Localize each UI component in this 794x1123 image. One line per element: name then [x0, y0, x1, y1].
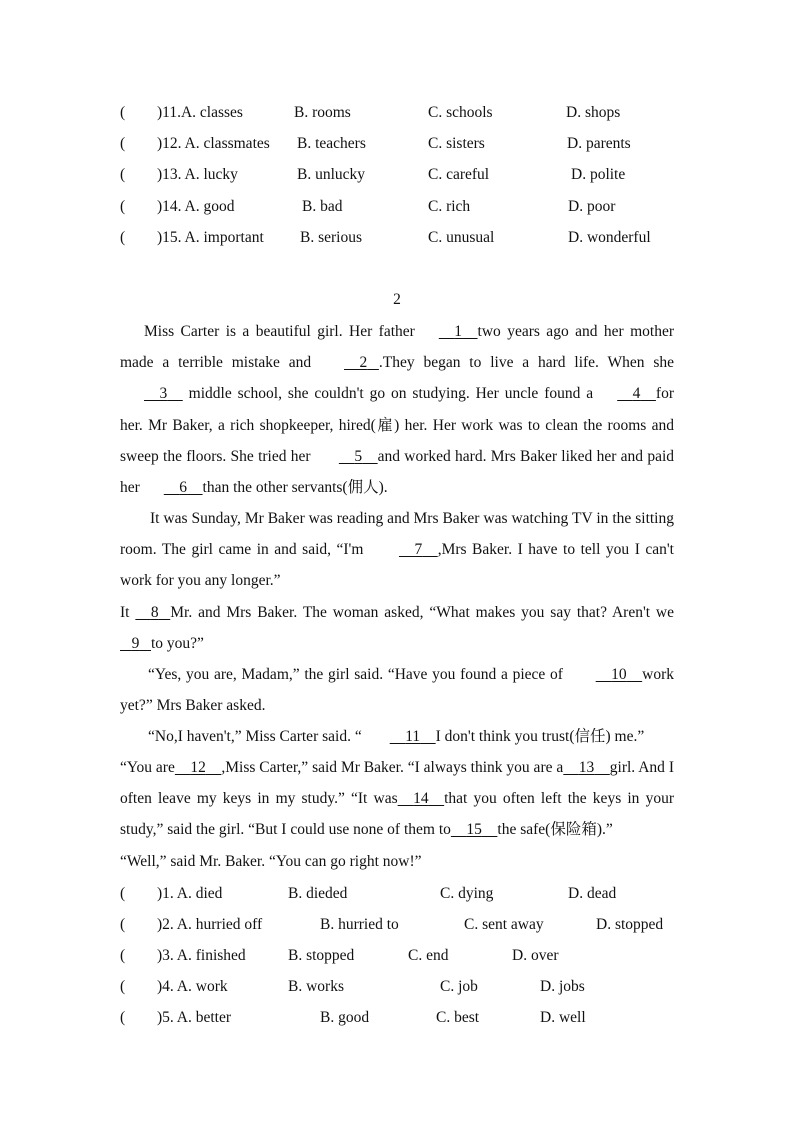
paragraph-3: It 8 Mr. and Mrs Baker. The woman asked, “What makes you say that? Aren't we 9 to you?” — [120, 597, 674, 659]
answer-paren: ( — [120, 229, 126, 246]
paragraph-5: “No,I haven't,” Miss Carter said. “ 11 I don't think you trust(信任) me.” — [120, 721, 674, 752]
option-b: B. good — [320, 1009, 370, 1026]
option-b: B. hurried to — [320, 916, 399, 933]
section-number: 2 — [393, 291, 401, 308]
option-d: D. polite — [571, 166, 626, 183]
option-b: B. bad — [302, 198, 343, 215]
option-c: C. schools — [428, 104, 493, 121]
question-row — [120, 916, 720, 936]
option-c: C. unusual — [428, 229, 495, 246]
question-row — [120, 135, 720, 155]
option-a: )1. A. died — [157, 885, 223, 902]
option-b: B. serious — [300, 229, 362, 246]
paragraph-4: “Yes, you are, Madam,” the girl said. “Have you found a piece of 10 work yet?” Mrs Baker asked. — [120, 659, 674, 721]
option-b: B. rooms — [294, 104, 351, 121]
answer-paren: ( — [120, 885, 126, 902]
option-b: B. teachers — [297, 135, 366, 152]
blank: 14 — [413, 790, 429, 808]
option-c: C. rich — [428, 198, 471, 215]
answer-paren: ( — [120, 135, 126, 152]
blank: 11 — [405, 728, 421, 745]
option-a: )5. A. better — [157, 1009, 232, 1026]
option-c: C. sisters — [428, 135, 485, 152]
blank: 6 — [179, 479, 188, 497]
option-d: D. well — [540, 1009, 586, 1026]
question-row — [120, 229, 720, 249]
option-a: )13. A. lucky — [157, 166, 238, 183]
question-row — [120, 1009, 720, 1029]
blank: 13 — [578, 759, 595, 776]
option-a: )2. A. hurried off — [157, 916, 263, 933]
option-b: B. works — [288, 978, 344, 995]
blank: 5 — [354, 447, 363, 465]
paragraph-6: “You are 12 ,Miss Carter,” said Mr Baker. “I always think you are a 13 girl. And I often leave my keys in my study.” “It was 14 that you often left the keys in your study,” said the girl. “But I could use none of them to 15 the safe(保险箱).” — [120, 752, 674, 846]
question-row — [120, 947, 720, 967]
answer-paren: ( — [120, 198, 126, 215]
question-row — [120, 104, 720, 124]
answer-paren: ( — [120, 947, 126, 964]
question-row — [120, 198, 720, 218]
option-b: B. stopped — [288, 947, 355, 964]
option-a: )15. A. important — [157, 229, 264, 246]
option-c: C. sent away — [464, 916, 544, 933]
option-c: C. dying — [440, 885, 494, 902]
paragraph-7: “Well,” said Mr. Baker. “You can go right now!” — [120, 853, 422, 870]
question-row — [120, 885, 720, 905]
option-d: D. wonderful — [568, 229, 651, 246]
option-a: )3. A. finished — [157, 947, 246, 964]
option-a: )14. A. good — [157, 198, 235, 215]
blank: 9 — [131, 635, 140, 653]
option-a: )12. A. classmates — [157, 135, 270, 152]
option-c: C. end — [408, 947, 449, 964]
option-d: D. dead — [568, 885, 617, 902]
option-a: )11.A. classes — [157, 104, 243, 121]
question-row — [120, 166, 720, 186]
answer-paren: ( — [120, 166, 126, 183]
paragraph-1: Miss Carter is a beautiful girl. Her father 1 two years ago and her mother made a terrible mistake and 2 .They began to live a hard life. When she 3 middle school, she couldn't go on studying. Her uncle found a 4 for her. Mr Baker, a rich shopkeeper, hired(雇) her. Her work was to clean the rooms and sweep the floors. She tried her 5 and worked hard. Mrs Baker liked her and paid her 6 than the other servants(佣人). — [120, 316, 674, 503]
option-c: C. job — [440, 978, 478, 995]
question-row — [120, 978, 720, 998]
answer-paren: ( — [120, 978, 126, 995]
paragraph-2: It was Sunday, Mr Baker was reading and Mrs Baker was watching TV in the sitting room. The girl came in and said, “I'm 7 ,Mrs Baker. I have to tell you I can't work for you any longer.” — [120, 510, 674, 590]
blank: 10 — [611, 666, 627, 683]
option-d: D. stopped — [596, 916, 664, 933]
option-d: D. shops — [566, 104, 621, 121]
blank: 15 — [466, 821, 482, 839]
option-c: C. careful — [428, 166, 490, 183]
blank: 2 — [359, 354, 368, 372]
option-d: D. jobs — [540, 978, 585, 995]
blank: 7 — [414, 541, 423, 559]
blank: 8 — [150, 604, 159, 621]
option-d: D. parents — [567, 135, 631, 152]
option-b: B. unlucky — [297, 166, 366, 183]
blank: 12 — [190, 759, 206, 776]
option-d: D. poor — [568, 198, 616, 215]
blank: 1 — [454, 323, 463, 340]
answer-paren: ( — [120, 104, 126, 121]
blank: 4 — [632, 385, 641, 403]
option-b: B. dieded — [288, 885, 348, 902]
answer-paren: ( — [120, 916, 126, 933]
option-d: D. over — [512, 947, 559, 964]
option-a: )4. A. work — [157, 978, 228, 995]
blank: 3 — [159, 385, 168, 403]
answer-paren: ( — [120, 1009, 126, 1026]
option-c: C. best — [436, 1009, 480, 1026]
